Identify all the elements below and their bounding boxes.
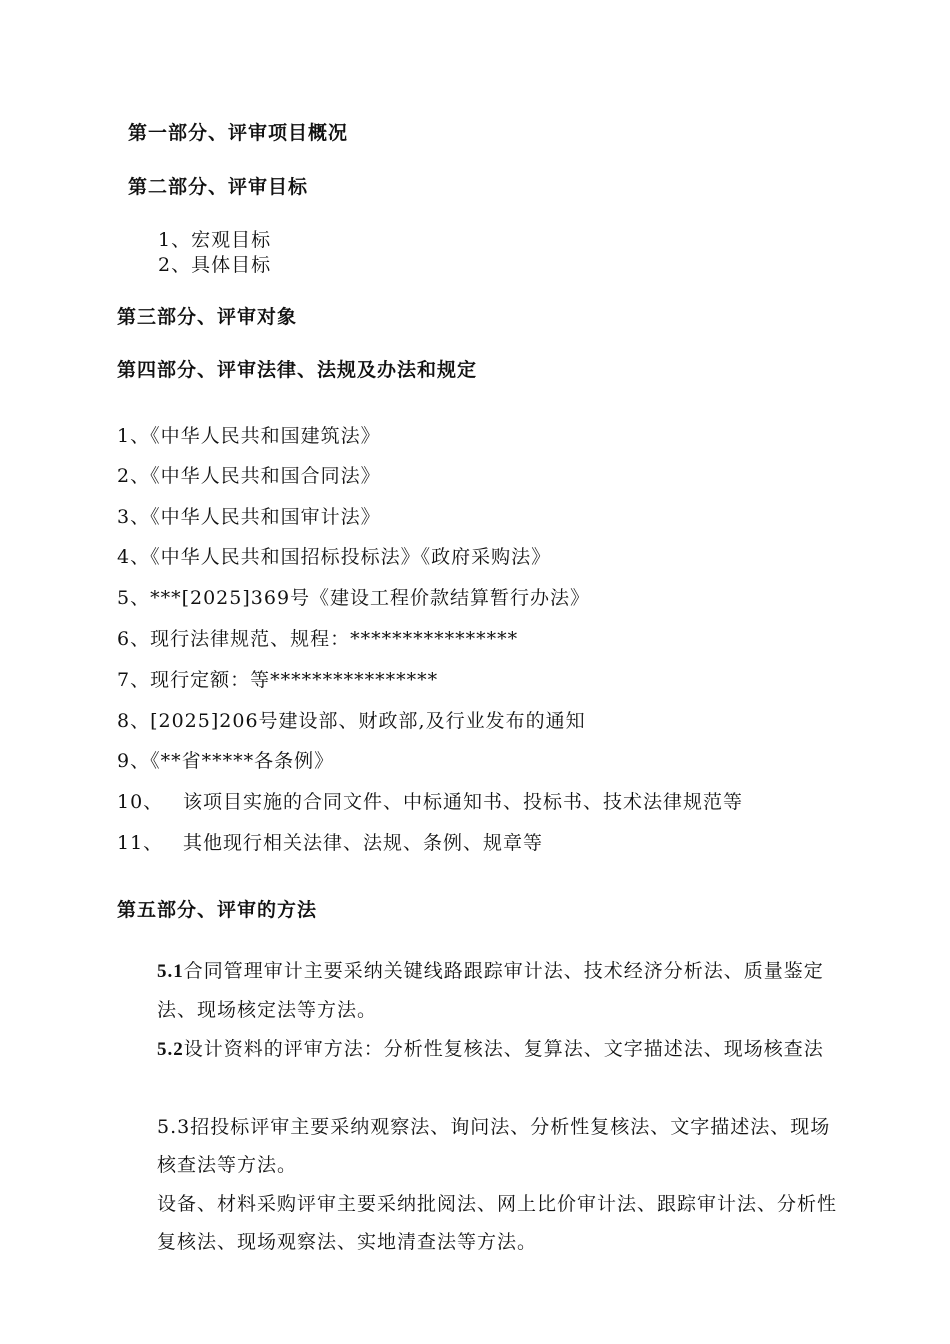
law-item-5: 5、***[2025]369号《建设工程价款结算暂行办法》	[117, 587, 591, 609]
law-item-3: 3、《中华人民共和国审计法》	[117, 506, 381, 528]
goal-item-2: 2、具体目标	[158, 254, 272, 276]
law-item-2: 2、《中华人民共和国合同法》	[117, 465, 381, 487]
part1-heading: 第一部分、评审项目概况	[128, 122, 349, 144]
method-5-1-text: 合同管理审计主要采纳关键线路跟踪审计法、技术经济分析法、质量鉴定法、现场核定法等方法。	[157, 960, 824, 1021]
part3-heading: 第三部分、评审对象	[117, 306, 298, 328]
law-item-7: 7、现行定额：等****************	[117, 669, 439, 691]
goal-item-1: 1、宏观目标	[158, 229, 272, 251]
method-paragraph-5-2	[157, 1030, 847, 1069]
law-item-4: 4、《中华人民共和国招标投标法》《政府采购法》	[117, 546, 552, 568]
part4-heading: 第四部分、评审法律、法规及办法和规定	[117, 359, 478, 381]
law-item-11-number: 11、	[117, 832, 164, 854]
part5-heading: 第五部分、评审的方法	[117, 899, 318, 921]
law-item-1: 1、《中华人民共和国建筑法》	[117, 425, 381, 447]
method-5-2-text: 设计资料的评审方法：分析性复核法、复算法、文字描述法、现场核查法	[183, 1038, 824, 1060]
law-item-10-text: 该项目实施的合同文件、中标通知书、投标书、技术法律规范等	[183, 791, 744, 813]
law-item-6: 6、现行法律规范、规程：****************	[117, 628, 519, 650]
law-item-10	[117, 787, 743, 814]
law-item-10-number: 10、	[117, 791, 164, 813]
law-item-11	[117, 828, 543, 855]
law-item-9: 9、《**省*****各条例》	[117, 750, 335, 772]
part2-heading: 第二部分、评审目标	[128, 176, 309, 198]
method-paragraph-5-1	[157, 952, 847, 1029]
method-5-1-number: 5.1	[157, 961, 184, 982]
law-item-8: 8、[2025]206号建设部、财政部,及行业发布的通知	[117, 710, 586, 732]
method-paragraph-procurement: 设备、材料采购评审主要采纳批阅法、网上比价审计法、跟踪审计法、分析性复核法、现场观察法、实地清查法等方法。	[157, 1193, 838, 1253]
method-5-2-number: 5.2	[157, 1039, 184, 1060]
method-paragraph-5-3: 5.3招投标评审主要采纳观察法、询问法、分析性复核法、文字描述法、现场核查法等方法。	[157, 1116, 831, 1176]
law-item-11-text: 其他现行相关法律、法规、条例、规章等	[183, 832, 544, 854]
